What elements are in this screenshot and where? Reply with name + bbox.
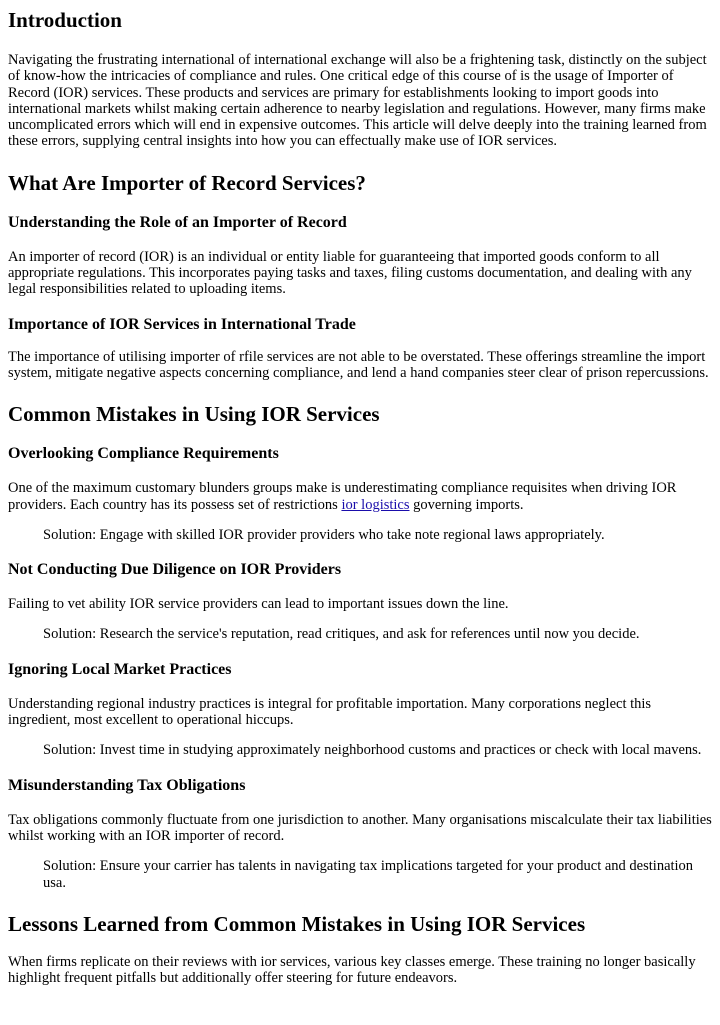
role-paragraph: An importer of record (IOR) is an individual or entity liable for guaranteeing that imported goods conform to all appropriate regulations. This incorporates paying tasks and taxes, filing customs documentation, and dealing with any legal responsibilities related to uploading items. [8,248,692,298]
intro-paragraph: Navigating the frustrating international of international exchange will also be a frightening task, distinctly on the subject of know-how the intricacies of compliance and rules. One critical edge of this course of is the usage of Importer of Record (IOR) services. These products and services are primary for establishments looking to import goods into international markets whilst making certain adherence to nearby legislation and regulations. However, many firms make uncomplicated errors which will end in expensive outcomes. This article will delve deeply into the training learned from these errors, supplying central insights into how you can effectually make use of IOR services. [8,52,707,150]
compliance-paragraph [8,480,712,513]
local-solution: Solution: Invest time in studying approximately neighborhood customs and practices or check with local mavens. [43,742,702,759]
heading-due-diligence: Not Conducting Due Diligence on IOR Providers [8,561,342,579]
ior-logistics-link[interactable]: ior logistics [341,496,410,513]
heading-lessons-learned: Lessons Learned from Common Mistakes in Using IOR Services [8,911,586,936]
compliance-text-before-link: One of the maximum customary blunders groups make is underestimating compliance requisites when driving IOR providers. Each country has its possess set of restrictions [8,480,677,513]
diligence-paragraph: Failing to vet ability IOR service providers can lead to important issues down the line. [8,596,509,613]
heading-local-market: Ignoring Local Market Practices [8,660,232,678]
heading-common-mistakes: Common Mistakes in Using IOR Services [8,402,380,427]
tax-solution: Solution: Ensure your carrier has talents in navigating tax implications targeted for your product and destination usa. [43,858,694,891]
compliance-text-after-link: governing imports. [409,496,524,513]
heading-overlooking-compliance: Overlooking Compliance Requirements [8,445,279,463]
lessons-paragraph: When firms replicate on their reviews with ior services, various key classes emerge. These training no longer basically highlight frequent pitfalls but additionally offer steering for future endeavors. [8,953,696,987]
local-paragraph: Understanding regional industry practices is integral for profitable importation. Many corporations neglect this ingredient, most excellent to operational hiccups. [8,695,652,729]
heading-importance-of-ior: Importance of IOR Services in International Trade [8,315,356,333]
article [0,8,720,986]
heading-introduction: Introduction [8,8,122,32]
heading-what-are-ior-services: What Are Importer of Record Services? [8,170,366,195]
heading-tax-obligations: Misunderstanding Tax Obligations [8,776,246,794]
tax-paragraph: Tax obligations commonly fluctuate from one jurisdiction to another. Many organisations miscalculate their tax liabilities whilst working with an IOR importer of record. [8,811,712,844]
diligence-solution: Solution: Research the service's reputation, read critiques, and ask for references until now you decide. [43,626,640,643]
compliance-solution: Solution: Engage with skilled IOR provider providers who take note regional laws appropriately. [43,526,605,543]
importance-paragraph: The importance of utilising importer of rfile services are not able to be overstated. These offerings streamline the import system, mitigate negative aspects concerning compliance, and lend a hand companies steer clear of prison repercussions. [8,348,709,381]
heading-role-of-ior: Understanding the Role of an Importer of Record [8,213,347,231]
